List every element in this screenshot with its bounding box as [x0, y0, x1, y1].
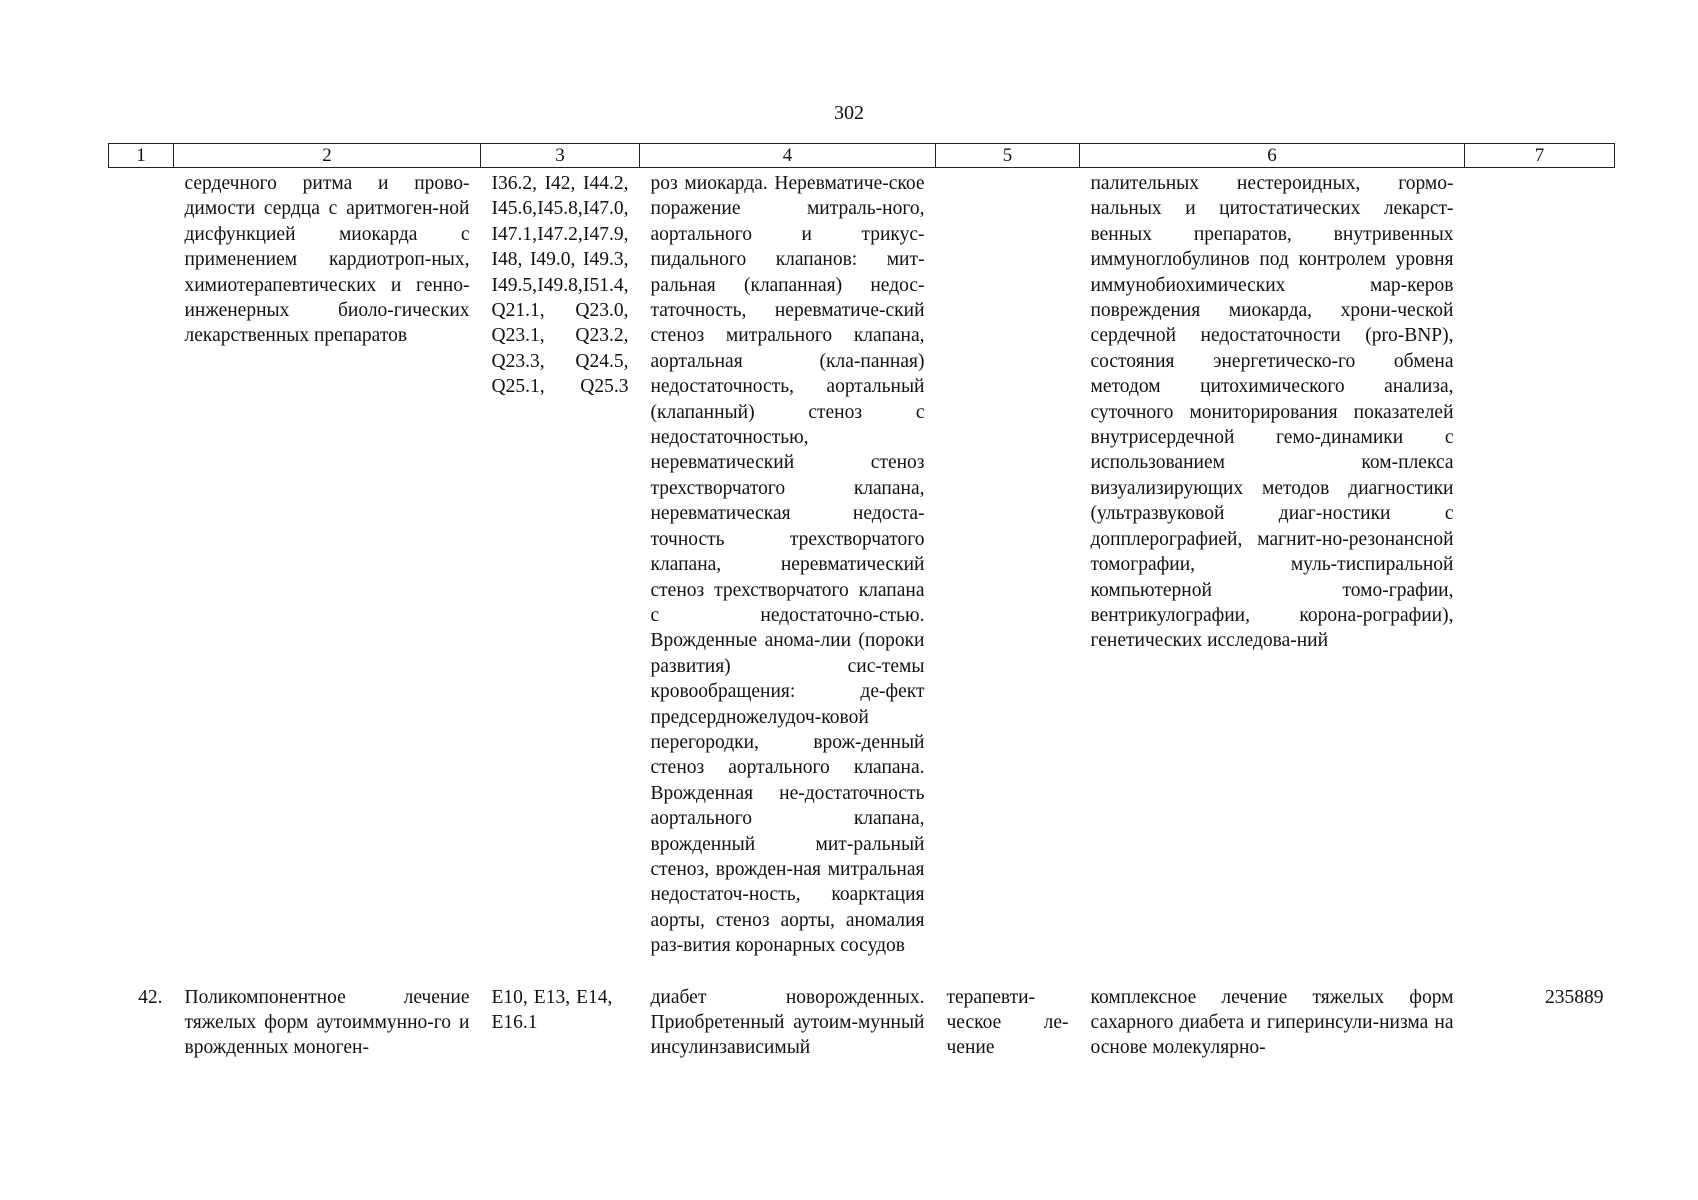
icd-code: I44.2, — [583, 173, 629, 194]
treatment-type-text: терапевти-ческое ле-чение — [946, 986, 1069, 1059]
header-col-4: 4 — [640, 144, 936, 168]
cost-value — [1465, 168, 1615, 959]
icd-code-list — [492, 985, 629, 1036]
disease-description-text: диабет новорожденных. Приобретенный аутоим-мунный инсулинзависимый — [650, 986, 925, 1059]
header-col-1: 1 — [109, 144, 174, 168]
icd-code: I45.8, — [537, 198, 583, 220]
icd-code: Q23.0, — [575, 300, 629, 322]
icd-code: E14, — [576, 986, 613, 1008]
icd-code: I48, — [491, 249, 523, 271]
treatment-method — [1080, 959, 1465, 1061]
icd-code: E10, — [491, 986, 528, 1008]
icd-codes — [481, 168, 640, 959]
icd-code: E13, — [533, 986, 571, 1008]
table-row — [109, 168, 1615, 959]
icd-code-list — [492, 171, 629, 400]
care-name — [174, 959, 481, 1061]
icd-code: I49.8, — [537, 274, 583, 296]
treatment-method-text: палительных нестероидных, гормо-нальных и цитостатических лекарст-венных препаратов, внутривенных иммуноглобулинов под контролем уровня иммунобиохимических мар-керов повреждения миокарда, хрони-ческой сердечной недостаточности (pro-BNP), состояния энергетическо-го обмена методом цитохимического анализа, суточного мониторирования показателей внутрисердечной гемо-динамики с использованием ком-плекса визуализирующих методов диагностики (ультразвуковой диаг-ностики с допплерографией, магнит-но-резонансной томографии, муль-тиспиральной компьютерной томо-графии, вентрикулографии, корона-рографии), генетических исследова-ний — [1090, 173, 1454, 652]
icd-code: I47.1, — [491, 223, 537, 245]
disease-description — [640, 959, 936, 1061]
row-number: 42. — [138, 986, 163, 1008]
header-col-6: 6 — [1080, 144, 1465, 168]
icd-code: I36.2, — [491, 173, 537, 194]
treatment-method — [1080, 168, 1465, 959]
cost-value: 235889 — [1545, 986, 1604, 1008]
care-name — [174, 168, 481, 959]
header-col-2: 2 — [174, 144, 481, 168]
care-name-text: Поликомпонентное лечение тяжелых форм аутоиммунно-го и врожденных моноген- — [184, 986, 470, 1059]
icd-code: I47.2, — [537, 223, 583, 245]
row-number — [109, 168, 174, 959]
icd-code: Q23.1, — [491, 325, 545, 347]
icd-code: I42, — [544, 173, 576, 194]
icd-code: I47.0, — [583, 198, 629, 220]
treatment-method-text: комплексное лечение тяжелых форм сахарного диабета и гиперинсули-низма на основе молекулярно- — [1090, 986, 1454, 1059]
page-number: 302 — [834, 102, 864, 124]
care-name-text: сердечного ритма и прово-димости сердца с аритмоген-ной дисфункцией миокарда с применением кардиотроп-ных, химиотерапевтических и генно-инженерных биоло-гических лекарственных препаратов — [184, 173, 470, 347]
icd-code: I49.5, — [491, 274, 537, 296]
header-row — [109, 144, 1615, 168]
disease-description — [640, 168, 936, 959]
icd-code: Q21.1, — [491, 300, 545, 322]
icd-code: I47.9, — [583, 223, 629, 245]
header-col-3: 3 — [481, 144, 640, 168]
header-col-7: 7 — [1465, 144, 1615, 168]
medical-care-table — [108, 143, 1615, 1061]
icd-code: I49.0, — [529, 249, 576, 271]
header-col-5: 5 — [936, 144, 1080, 168]
icd-code: Q23.2, — [575, 325, 629, 347]
treatment-type — [936, 959, 1080, 1061]
icd-codes — [481, 959, 640, 1061]
icd-code: I45.6, — [491, 198, 537, 220]
icd-code: Q23.3, — [491, 350, 545, 372]
table-row — [109, 959, 1615, 1061]
icd-code: Q24.5, — [575, 350, 629, 372]
disease-description-text: роз миокарда. Неревматиче-ское поражение митраль-ного, аортального и трикус-пидального клапанов: мит-ральная (клапанная) недос-таточность, неревматиче-ский стеноз митрального клапана, аортальная (кла-панная) недостаточность, аортальный (клапанный) стеноз с недостаточностью, неревматический стеноз трехстворчатого клапана, неревматическая недоста-точность трехстворчатого клапана, неревматический стеноз трехстворчатого клапана с недостаточно-стью. Врожденные анома-лии (пороки развития) сис-темы кровообращения: де-фект предсердножелудоч-ковой перегородки, врож-денный стеноз аортального клапана. Врожденная не-достаточность аортального клапана, врожденный мит-ральный стеноз, врожден-ная митральная недостаточ-ность, коарктация аорты, стеноз аорты, аномалия раз-вития коронарных сосудов — [650, 173, 925, 957]
icd-code: Q25.1, — [491, 376, 545, 398]
icd-code: I49.3, — [583, 249, 629, 271]
icd-code: I51.4, — [583, 274, 629, 296]
icd-code: E16.1 — [491, 1012, 538, 1033]
treatment-type — [936, 168, 1080, 959]
icd-code: Q25.3 — [580, 376, 629, 398]
